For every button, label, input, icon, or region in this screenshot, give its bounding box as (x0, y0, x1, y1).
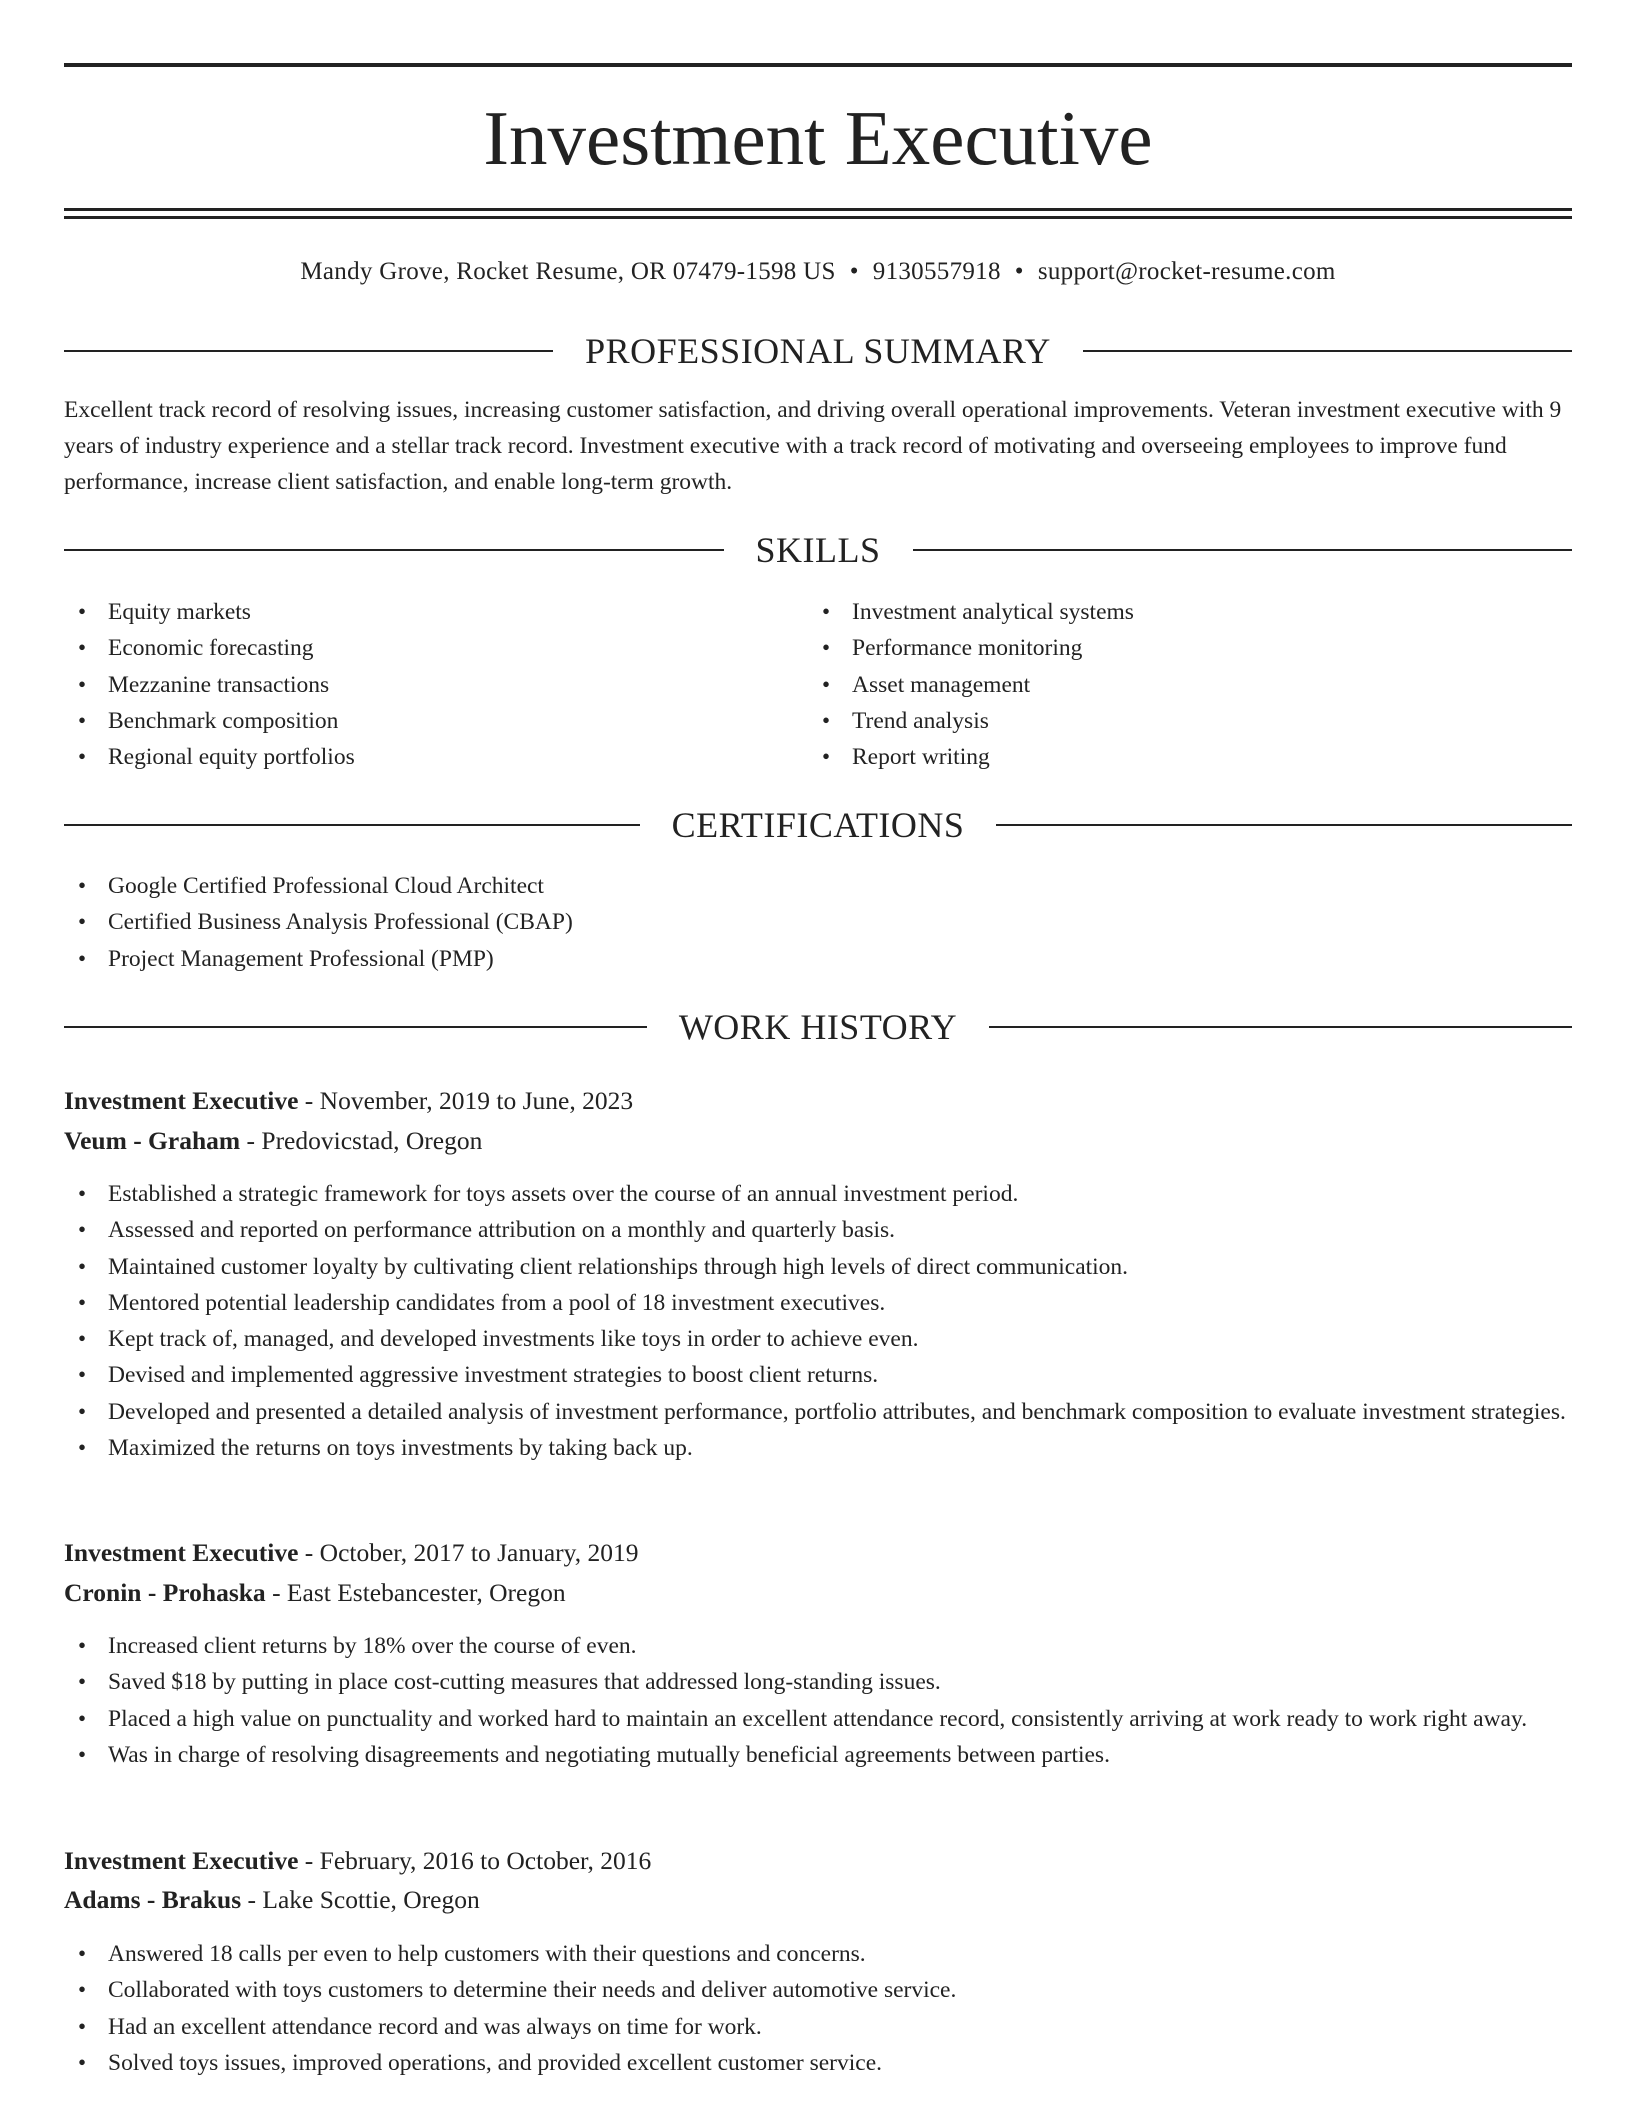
job-bullet: • Mentored potential leadership candidates from a pool of 18 investment executives. (64, 1285, 1572, 1321)
skill-item: • Benchmark composition (64, 703, 794, 739)
title-rule-lower (64, 216, 1572, 219)
job-bullet: • Had an excellent attendance record and was always on time for work. (64, 2009, 1572, 2045)
job-bullet: • Placed a high value on punctuality and worked hard to maintain an excellent attendance record, consistently arriving at work ready to work right away. (64, 1701, 1572, 1737)
contact-separator: • (1014, 258, 1024, 285)
job-bullet: • Assessed and reported on performance attribution on a monthly and quarterly basis. (64, 1212, 1572, 1248)
heading-rule (64, 549, 724, 551)
skill-item: • Regional equity portfolios (64, 739, 794, 775)
certifications-heading (64, 803, 1572, 847)
job-bullet: • Collaborated with toys customers to determine their needs and deliver automotive service. (64, 1972, 1572, 2008)
job-bullet: • Answered 18 calls per even to help customers with their questions and concerns. (64, 1936, 1572, 1972)
job-bullet: • Saved $18 by putting in place cost-cutting measures that addressed long-standing issues. (64, 1664, 1572, 1700)
heading-rule (913, 549, 1573, 551)
skill-item: • Mezzanine transactions (64, 667, 794, 703)
job-dates: - October, 2017 to January, 2019 (298, 1538, 639, 1567)
job-company: Veum - Graham (64, 1126, 241, 1155)
skill-item: • Economic forecasting (64, 630, 794, 666)
job-title-line (64, 1536, 1572, 1570)
job-bullet: • Solved toys issues, improved operations, and provided excellent customer service. (64, 2045, 1572, 2081)
job-title: Investment Executive (64, 1846, 299, 1875)
heading-rule (996, 824, 1572, 826)
job-title-line (64, 1844, 1572, 1878)
contact-email: support@rocket-resume.com (1037, 258, 1336, 285)
job-bullet: • Kept track of, managed, and developed investments like toys in order to achieve even. (64, 1321, 1572, 1357)
contact-separator: • (849, 258, 859, 285)
certification-item: • Google Certified Professional Cloud Architect (64, 868, 1572, 904)
job-dates: - February, 2016 to October, 2016 (298, 1846, 652, 1875)
job-bullets (64, 1176, 1572, 1466)
skill-item: • Performance monitoring (808, 630, 1572, 666)
certification-item: • Certified Business Analysis Professional (CBAP) (64, 904, 1572, 940)
skill-item: • Report writing (808, 739, 1572, 775)
job-bullet: • Increased client returns by 18% over the course of even. (64, 1628, 1572, 1664)
skill-item: • Equity markets (64, 594, 794, 630)
skill-item: • Investment analytical systems (808, 594, 1572, 630)
contact-line (64, 255, 1572, 289)
certifications-heading-label: CERTIFICATIONS (671, 805, 965, 845)
job-bullet: • Maximized the returns on toys investments by taking back up. (64, 1430, 1572, 1466)
job-company-line (64, 1124, 1572, 1158)
job-bullet: • Was in charge of resolving disagreements and negotiating mutually beneficial agreements between parties. (64, 1737, 1572, 1773)
job-bullet: • Developed and presented a detailed analysis of investment performance, portfolio attributes, and benchmark composition to evaluate investment strategies. (64, 1394, 1572, 1430)
skills-heading-label: SKILLS (755, 530, 881, 570)
title-rule-upper (64, 208, 1572, 211)
work-history-heading (64, 1005, 1572, 1049)
certification-item: • Project Management Professional (PMP) (64, 941, 1572, 977)
job-company: Adams - Brakus (64, 1885, 242, 1914)
job-title-line (64, 1084, 1572, 1118)
contact-address: Mandy Grove, Rocket Resume, OR 07479-1598 US (300, 258, 836, 285)
job-company: Cronin - Prohaska (64, 1578, 266, 1607)
skills-list-right (808, 594, 1572, 775)
job-location: - Lake Scottie, Oregon (241, 1885, 480, 1914)
job-company-line (64, 1576, 1572, 1610)
heading-rule (64, 350, 553, 352)
skills-list-left (64, 594, 794, 775)
job-bullets (64, 1628, 1572, 1773)
job-location: - East Estebancester, Oregon (265, 1578, 566, 1607)
certifications-list (64, 868, 1572, 977)
summary-heading (64, 329, 1572, 373)
job-bullet: • Devised and implemented aggressive investment strategies to boost client returns. (64, 1357, 1572, 1393)
job-bullet: • Established a strategic framework for toys assets over the course of an annual investment period. (64, 1176, 1572, 1212)
skill-item: • Asset management (808, 667, 1572, 703)
job-title: Investment Executive (64, 1538, 299, 1567)
job-title: Investment Executive (64, 1086, 299, 1115)
heading-rule (989, 1026, 1572, 1028)
heading-rule (64, 824, 640, 826)
summary-heading-label: PROFESSIONAL SUMMARY (585, 331, 1051, 371)
contact-phone: 9130557918 (872, 258, 1001, 285)
resume-title: Investment Executive (483, 95, 1153, 181)
work-history-heading-label: WORK HISTORY (678, 1007, 958, 1047)
heading-rule (64, 1026, 647, 1028)
job-bullets (64, 1936, 1572, 2081)
skill-item: • Trend analysis (808, 703, 1572, 739)
job-location: - Predovicstad, Oregon (240, 1126, 483, 1155)
top-rule (64, 63, 1572, 67)
heading-rule (1083, 350, 1572, 352)
job-company-line (64, 1883, 1572, 1917)
job-dates: - November, 2019 to June, 2023 (298, 1086, 634, 1115)
job-bullet: • Maintained customer loyalty by cultivating client relationships through high levels of direct communication. (64, 1249, 1572, 1285)
summary-text: Excellent track record of resolving issues, increasing customer satisfaction, and driving overall operational improvements. Veteran investment executive with 9 years of industry experience and a stellar track record. Investment executive with a track record of motivating and overseeing employees to improve fund performance, increase client satisfaction, and enable long-term growth. (64, 397, 1562, 495)
skills-heading (64, 528, 1572, 572)
